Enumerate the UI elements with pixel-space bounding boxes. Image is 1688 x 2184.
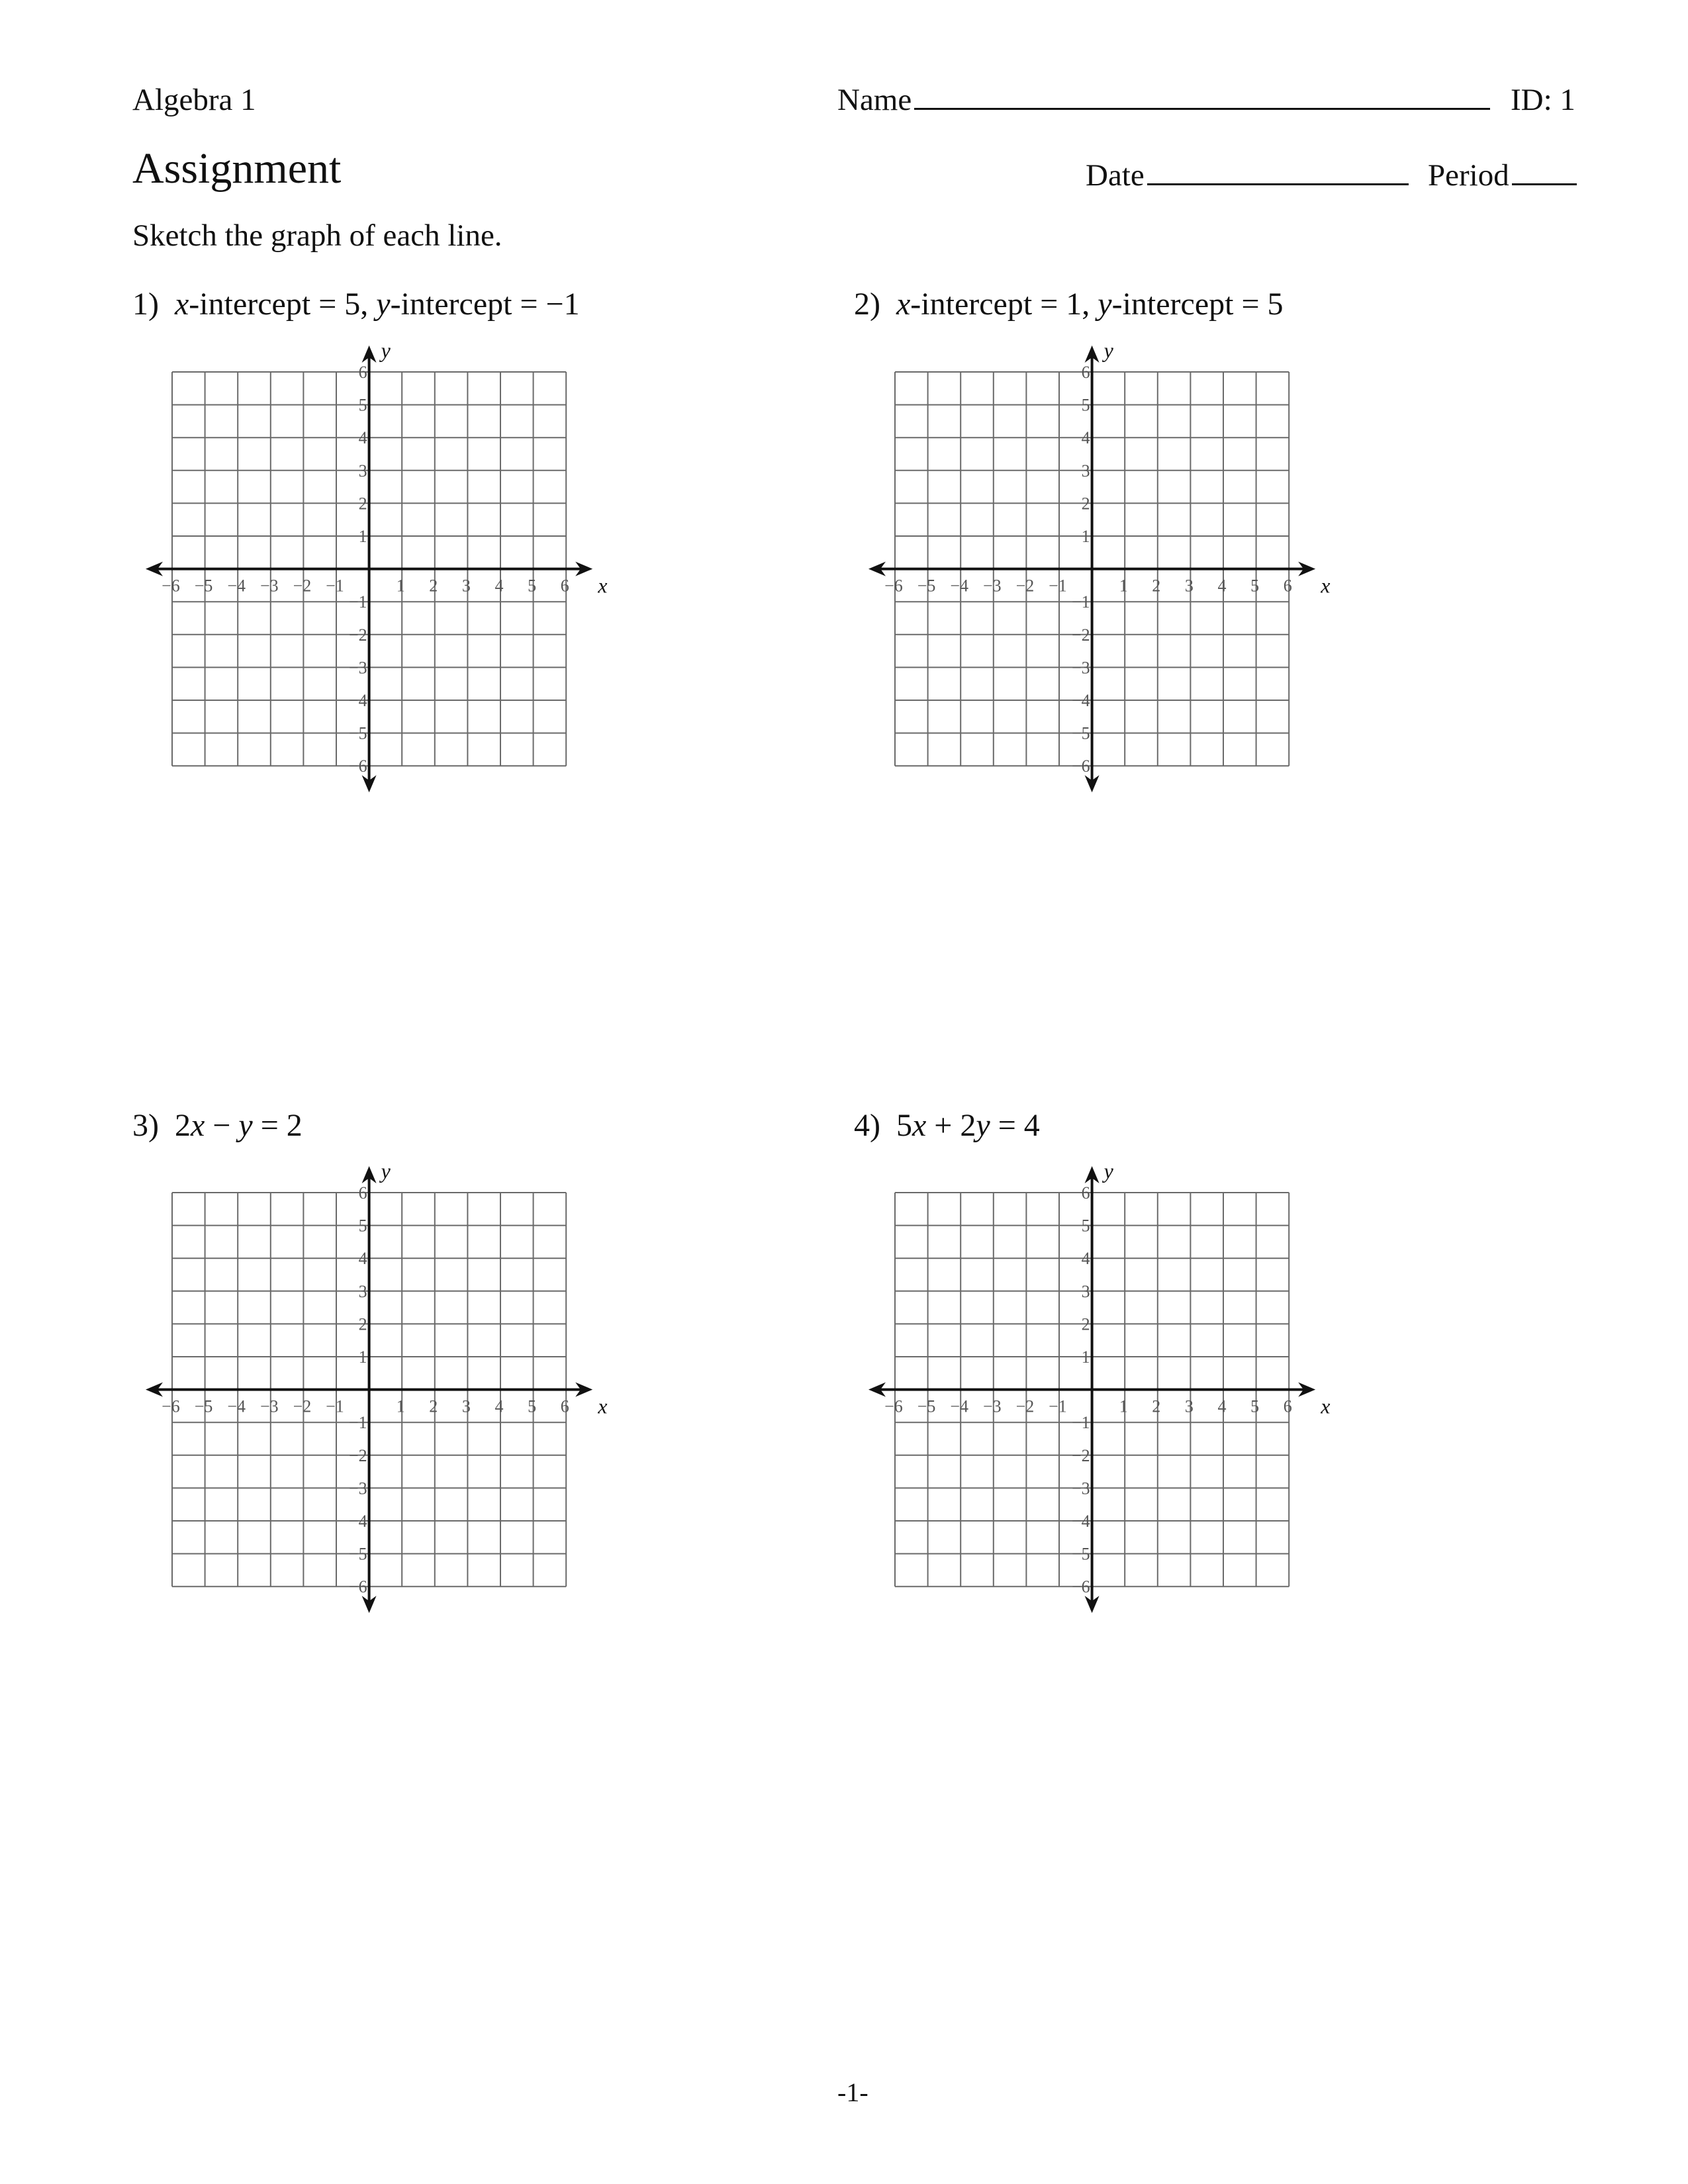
y-tick-label: 4	[358, 428, 367, 448]
problem-text-part: = 4	[990, 1108, 1040, 1143]
y-tick-label: −2	[1072, 625, 1090, 645]
y-tick-label: 4	[1081, 1249, 1090, 1269]
x-tick-label: 6	[1284, 576, 1293, 596]
y-tick-label: −4	[1072, 691, 1090, 711]
coordinate-grid-3[interactable]	[126, 1146, 612, 1633]
x-tick-label: 2	[1152, 576, 1161, 596]
date-blank[interactable]	[1147, 179, 1409, 185]
problem-number: 3)	[132, 1108, 159, 1143]
y-tick-label: −5	[1072, 1544, 1090, 1564]
x-tick-label: −6	[884, 1396, 904, 1416]
x-tick-label: 2	[429, 576, 438, 596]
y-tick-label: −2	[1072, 1446, 1090, 1466]
page-number: -1-	[837, 2077, 868, 2107]
y-tick-label: −4	[349, 691, 367, 711]
y-tick-label: 6	[358, 1183, 367, 1203]
x-tick-label: 3	[1185, 576, 1194, 596]
y-tick-label: 4	[358, 1249, 367, 1269]
problem-text-part: -intercept = 1,	[910, 287, 1098, 322]
y-tick-label: 3	[358, 1282, 367, 1302]
id-label: ID: 1	[1511, 83, 1575, 117]
problem-text-part: 5	[896, 1108, 912, 1143]
x-tick-label: −6	[884, 576, 904, 596]
problem-text-part: -intercept = 5,	[189, 287, 377, 322]
y-tick-label: −3	[1072, 1479, 1090, 1498]
x-tick-label: 2	[1152, 1396, 1161, 1416]
y-tick-label: 1	[1081, 1347, 1090, 1367]
y-tick-label: 3	[1081, 1282, 1090, 1302]
problem-text-part: 2	[174, 1108, 191, 1143]
x-tick-label: −3	[983, 1396, 1002, 1416]
x-tick-label: 4	[1217, 1396, 1227, 1416]
x-tick-label: −6	[162, 576, 181, 596]
problem-number: 4)	[854, 1108, 880, 1143]
y-tick-label: −3	[349, 658, 367, 678]
problem-1	[132, 289, 580, 320]
x-tick-label: 6	[561, 576, 570, 596]
date-field[interactable]	[1086, 160, 1409, 191]
x-axis-label: x	[1321, 573, 1331, 598]
y-tick-label: 4	[1081, 428, 1090, 448]
y-axis-label: y	[381, 338, 391, 363]
problem-text-part: x	[912, 1108, 927, 1143]
y-tick-label: −1	[1072, 1413, 1090, 1433]
x-tick-label: 3	[1185, 1396, 1194, 1416]
y-axis-label: y	[381, 1159, 391, 1183]
x-tick-label: −2	[293, 576, 312, 596]
coordinate-grid-1[interactable]	[126, 326, 612, 812]
y-tick-label: 2	[358, 494, 367, 514]
y-tick-label: 6	[1081, 1183, 1090, 1203]
y-tick-label: −5	[349, 723, 367, 743]
name-field[interactable]	[837, 85, 1490, 116]
x-tick-label: 1	[397, 1396, 406, 1416]
problem-4	[854, 1110, 1040, 1142]
y-tick-label: 6	[358, 363, 367, 383]
problem-text-part: y	[1098, 287, 1112, 322]
x-tick-label: −1	[1049, 1396, 1068, 1416]
y-tick-label: 5	[358, 1216, 367, 1236]
x-axis-label: x	[598, 573, 608, 598]
y-tick-label: −6	[349, 1577, 367, 1597]
problem-text-part: y	[238, 1108, 253, 1143]
y-tick-label: −1	[1072, 592, 1090, 612]
y-tick-label: 1	[358, 1347, 367, 1367]
x-tick-label: −1	[326, 576, 345, 596]
instructions: Sketch the graph of each line.	[132, 218, 502, 253]
problem-text-part: + 2	[926, 1108, 976, 1143]
x-tick-label: 1	[1119, 576, 1129, 596]
x-tick-label: −3	[260, 576, 279, 596]
x-tick-label: −5	[195, 576, 213, 596]
x-tick-label: −1	[326, 1396, 345, 1416]
page-title: Assignment	[132, 144, 342, 193]
x-tick-label: 1	[1119, 1396, 1129, 1416]
y-tick-label: −5	[349, 1544, 367, 1564]
y-tick-label: −3	[1072, 658, 1090, 678]
y-tick-label: 5	[1081, 395, 1090, 415]
y-tick-label: 2	[1081, 494, 1090, 514]
coordinate-grid-4[interactable]	[849, 1146, 1335, 1633]
course-name: Algebra 1	[132, 83, 256, 117]
problem-3	[132, 1110, 303, 1142]
y-tick-label: 1	[1081, 527, 1090, 547]
period-blank[interactable]	[1512, 179, 1577, 185]
problem-text-part: y	[976, 1108, 990, 1143]
y-tick-label: 2	[358, 1314, 367, 1334]
y-tick-label: −4	[1072, 1512, 1090, 1531]
date-label: Date	[1086, 158, 1145, 193]
x-tick-label: −4	[950, 576, 969, 596]
problem-text-part: x	[190, 1108, 205, 1143]
x-tick-label: 1	[397, 576, 406, 596]
x-tick-label: 4	[1217, 576, 1227, 596]
x-tick-label: −3	[983, 576, 1002, 596]
x-tick-label: −2	[1015, 576, 1035, 596]
y-tick-label: 3	[1081, 461, 1090, 481]
period-field[interactable]	[1428, 160, 1577, 191]
x-tick-label: −6	[162, 1396, 181, 1416]
y-tick-label: −4	[349, 1512, 367, 1531]
x-tick-label: −4	[227, 576, 246, 596]
problem-text-part: −	[205, 1108, 239, 1143]
problem-text-part: x	[896, 287, 911, 322]
x-tick-label: 3	[462, 576, 471, 596]
y-tick-label: −6	[1072, 1577, 1090, 1597]
x-tick-label: −4	[950, 1396, 969, 1416]
y-tick-label: 6	[1081, 363, 1090, 383]
x-tick-label: 5	[1250, 1396, 1260, 1416]
y-tick-label: −3	[349, 1479, 367, 1498]
x-tick-label: 5	[528, 1396, 537, 1416]
x-tick-label: 5	[1250, 576, 1260, 596]
x-tick-label: −2	[1015, 1396, 1035, 1416]
y-axis-label: y	[1103, 338, 1114, 363]
name-label: Name	[837, 83, 912, 117]
x-tick-label: 6	[561, 1396, 570, 1416]
y-tick-label: 5	[1081, 1216, 1090, 1236]
x-tick-label: −1	[1049, 576, 1068, 596]
x-tick-label: −2	[293, 1396, 312, 1416]
period-label: Period	[1428, 158, 1509, 193]
x-tick-label: 4	[494, 576, 504, 596]
y-tick-label: 1	[358, 527, 367, 547]
problem-text-part: y	[376, 287, 391, 322]
problem-text-part: = 2	[252, 1108, 303, 1143]
x-tick-label: −5	[917, 1396, 936, 1416]
y-tick-label: 5	[358, 395, 367, 415]
y-tick-label: −2	[349, 1446, 367, 1466]
x-tick-label: −5	[195, 1396, 213, 1416]
problem-number: 2)	[854, 287, 880, 322]
y-tick-label: 2	[1081, 1314, 1090, 1334]
y-tick-label: −6	[1072, 756, 1090, 776]
problem-2	[854, 289, 1284, 320]
y-axis-label: y	[1103, 1159, 1114, 1183]
x-axis-label: x	[1321, 1394, 1331, 1418]
x-tick-label: 4	[494, 1396, 504, 1416]
x-tick-label: 2	[429, 1396, 438, 1416]
y-tick-label: −1	[349, 1413, 367, 1433]
problem-text-part: x	[174, 287, 189, 322]
problem-text-part: -intercept = 5	[1111, 287, 1284, 322]
problem-text-part: -intercept = −1	[390, 287, 580, 322]
coordinate-grid-2[interactable]	[849, 326, 1335, 812]
x-tick-label: −4	[227, 1396, 246, 1416]
x-tick-label: 5	[528, 576, 537, 596]
problem-number: 1)	[132, 287, 159, 322]
x-tick-label: −5	[917, 576, 936, 596]
y-tick-label: −5	[1072, 723, 1090, 743]
x-axis-label: x	[598, 1394, 608, 1418]
y-tick-label: −2	[349, 625, 367, 645]
x-tick-label: 3	[462, 1396, 471, 1416]
y-tick-label: 3	[358, 461, 367, 481]
y-tick-label: −6	[349, 756, 367, 776]
x-tick-label: 6	[1284, 1396, 1293, 1416]
x-tick-label: −3	[260, 1396, 279, 1416]
y-tick-label: −1	[349, 592, 367, 612]
name-blank[interactable]	[914, 104, 1490, 110]
